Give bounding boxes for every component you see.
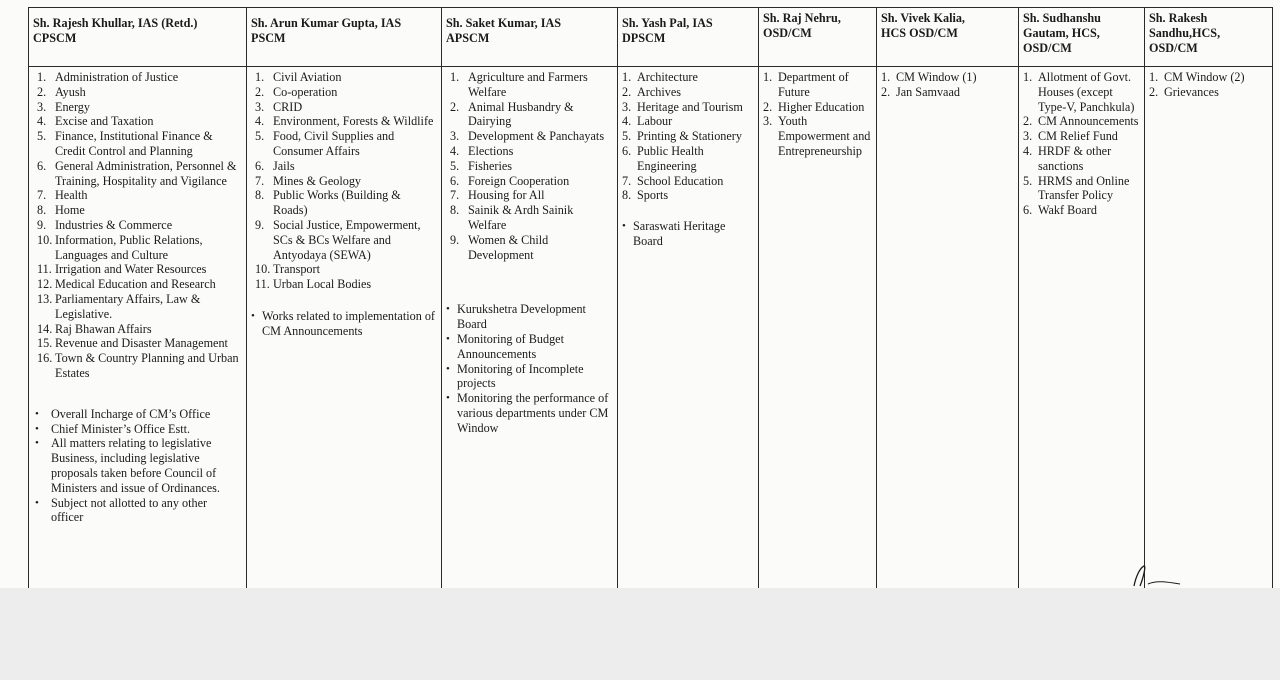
additional-duties-list (622, 219, 754, 249)
subject-number: 2. (881, 84, 891, 99)
subject-item (33, 70, 242, 85)
subject-number: 7. (255, 173, 265, 188)
subject-text: Foreign Cooperation (468, 173, 570, 188)
subject-list (446, 70, 613, 262)
subject-text: CM Window (1) (896, 70, 977, 84)
subject-item (1149, 85, 1268, 100)
subject-item (33, 203, 242, 218)
subject-number: 3. (450, 129, 460, 144)
subject-number: 9. (450, 232, 460, 247)
subject-number: 9. (37, 217, 47, 232)
subject-text: Jails (273, 158, 295, 173)
subject-number: 7. (450, 188, 460, 203)
subjects-cell (247, 67, 442, 589)
subject-item (1023, 70, 1140, 114)
officer-name: Sh. Arun Kumar Gupta, IAS (251, 16, 402, 30)
subject-item (33, 233, 242, 263)
subject-item (622, 144, 754, 174)
subject-text: Irrigation and Water Resources (55, 262, 207, 277)
subject-number: 1. (881, 70, 891, 84)
subject-item (622, 70, 754, 85)
additional-duties-list (446, 302, 613, 435)
officer-name: Sh. Raj Nehru, (763, 11, 841, 25)
subject-item (251, 129, 437, 159)
subject-list (763, 70, 872, 159)
subject-list (1149, 70, 1268, 100)
officer-designation: OSD/CM (1149, 41, 1198, 55)
subject-number: 1. (37, 70, 47, 84)
officer-header-cell (442, 8, 618, 67)
subject-item (446, 70, 613, 100)
subject-item (622, 85, 754, 100)
additional-duty-item: • Works related to implementation of CM Announcements (251, 309, 437, 339)
officer-header-cell (1019, 8, 1145, 67)
subject-text: Labour (637, 114, 673, 129)
subject-number: 3. (37, 99, 47, 114)
subject-number: 3. (622, 99, 632, 114)
subject-number: 3. (763, 114, 773, 129)
subject-item (446, 129, 613, 144)
subjects-cell (759, 67, 877, 589)
subject-item (33, 262, 242, 277)
subject-text: Co-operation (273, 84, 338, 99)
subject-item (251, 262, 437, 277)
subject-text: Youth Empowerment and Entrepreneurship (778, 114, 871, 158)
subject-item (1023, 203, 1140, 218)
officer-designation: HCS OSD/CM (881, 26, 958, 40)
subject-number: 11. (255, 277, 270, 292)
subject-text: Transport (273, 262, 320, 277)
additional-duty-item: • Kurukshetra Development Board (446, 302, 613, 332)
subject-item (33, 100, 242, 115)
additional-duty-item: • Overall Incharge of CM’s Office (33, 407, 242, 422)
subjects-cell (29, 67, 247, 589)
additional-duty-item: • Monitoring the performance of various departments under CM Window (446, 391, 613, 435)
subject-number: 7. (622, 173, 632, 188)
subject-text: Archives (637, 84, 681, 99)
subject-text: Civil Aviation (273, 70, 342, 84)
subject-item (251, 174, 437, 189)
subject-text: Allotment of Govt. Houses (except Type-V, Panchkula) (1038, 70, 1135, 114)
subject-item (763, 70, 872, 100)
subject-text: Heritage and Tourism (637, 99, 743, 114)
subject-text: Town & Country Planning and Urban Estates (55, 351, 239, 380)
subject-number: 5. (450, 158, 460, 173)
subject-number: 4. (1023, 143, 1033, 158)
subject-text: HRDF & other sanctions (1038, 143, 1112, 173)
officer-header-cell (1145, 8, 1273, 67)
officer-designation: PSCM (251, 31, 286, 45)
subject-number: 4. (37, 114, 47, 129)
subject-number: 5. (37, 129, 47, 144)
subjects-cell (1019, 67, 1145, 589)
subject-item (446, 203, 613, 233)
subject-list (881, 70, 1014, 100)
subject-list (622, 70, 754, 203)
subjects-cell (618, 67, 759, 589)
subjects-cell (877, 67, 1019, 589)
subject-item (33, 322, 242, 337)
subject-number: 16. (37, 351, 53, 366)
subject-number: 8. (255, 188, 265, 203)
subject-text: Excise and Taxation (55, 114, 154, 129)
subject-text: Jan Samvaad (896, 84, 960, 99)
subject-item (1023, 144, 1140, 174)
subject-item (33, 129, 242, 159)
subject-number: 6. (622, 143, 632, 158)
subject-number: 12. (37, 277, 53, 292)
subject-item (33, 114, 242, 129)
officer-header-cell (877, 8, 1019, 67)
subject-item (251, 277, 437, 292)
subject-number: 8. (37, 203, 47, 218)
subject-item (33, 351, 242, 381)
subject-item (446, 174, 613, 189)
additional-duties-list (251, 309, 437, 339)
subject-item (446, 188, 613, 203)
subject-item (33, 218, 242, 233)
subject-number: 1. (763, 70, 773, 84)
subject-text: Urban Local Bodies (273, 277, 372, 292)
subject-number: 4. (450, 143, 460, 158)
subject-item (622, 129, 754, 144)
subject-number: 6. (1023, 203, 1033, 218)
subject-number: 2. (37, 84, 47, 99)
subject-text: Printing & Stationery (637, 129, 742, 144)
additional-duty-item: • Monitoring of Budget Announcements (446, 332, 613, 362)
subject-text: Food, Civil Supplies and Consumer Affairs (273, 129, 395, 158)
subject-number: 6. (37, 158, 47, 173)
subject-text: Fisheries (468, 158, 513, 173)
subject-number: 5. (1023, 173, 1033, 188)
subject-number: 3. (1023, 129, 1033, 144)
subject-item (1023, 114, 1140, 129)
subject-item (446, 159, 613, 174)
subject-item (33, 85, 242, 100)
additional-duty-item: • Subject not allotted to any other officer (33, 496, 242, 526)
subject-text: Architecture (637, 70, 698, 84)
subject-text: Public Works (Building & Roads) (273, 188, 401, 218)
subject-text: HRMS and Online Transfer Policy (1038, 173, 1130, 203)
officer-header-cell (29, 8, 247, 67)
subject-number: 1. (1023, 70, 1033, 84)
subject-text: General Administration, Personnel & Training, Hospitality and Vigilance (55, 158, 237, 188)
subject-text: Elections (468, 143, 514, 158)
subject-number: 3. (255, 99, 265, 114)
additional-duty-item: • All matters relating to legislative Business, including legislative proposals taken before Council of Ministers and issue of Ordinances. (33, 436, 242, 495)
subject-text: Raj Bhawan Affairs (55, 321, 152, 336)
subject-item (251, 70, 437, 85)
subject-text: Sainik & Ardh Sainik Welfare (468, 203, 574, 232)
subject-number: 1. (255, 70, 265, 84)
officer-name: Sh. Saket Kumar, IAS (446, 16, 562, 30)
subject-number: 10. (255, 262, 271, 277)
subject-text: Environment, Forests & Wildlife (273, 114, 434, 129)
subject-item (622, 114, 754, 129)
officer-name: Sh. Sudhanshu Gautam, HCS, (1023, 11, 1101, 40)
subject-number: 2. (1149, 84, 1159, 99)
subject-item (33, 188, 242, 203)
subject-number: 11. (37, 262, 52, 277)
subject-number: 2. (1023, 114, 1033, 129)
subject-item (33, 159, 242, 189)
subject-number: 4. (255, 114, 265, 129)
subject-text: Department of Future (778, 70, 849, 99)
subject-item (251, 188, 437, 218)
subject-item (251, 85, 437, 100)
subject-number: 2. (763, 99, 773, 114)
subject-text: Women & Child Development (468, 232, 549, 262)
subject-number: 1. (1149, 70, 1159, 84)
subject-number: 5. (622, 129, 632, 144)
subject-item (33, 336, 242, 351)
subject-item (763, 100, 872, 115)
subject-number: 8. (622, 188, 632, 203)
subject-item (622, 188, 754, 203)
subject-list (251, 70, 437, 292)
officer-header-cell (247, 8, 442, 67)
subject-number: 5. (255, 129, 265, 144)
subject-text: Social Justice, Empowerment, SCs & BCs Welfare and Antyodaya (SEWA) (273, 217, 421, 262)
officer-header-cell (618, 8, 759, 67)
subject-item (622, 174, 754, 189)
subject-item (881, 70, 1014, 85)
subject-text: Ayush (55, 84, 86, 99)
subject-item (1149, 70, 1268, 85)
subject-number: 1. (450, 70, 460, 84)
subject-number: 2. (622, 84, 632, 99)
subject-item (251, 100, 437, 115)
subject-text: CM Relief Fund (1038, 129, 1118, 144)
subject-item (1023, 174, 1140, 204)
subject-item (251, 159, 437, 174)
subject-number: 6. (255, 158, 265, 173)
subject-list (1023, 70, 1140, 218)
subject-number: 8. (450, 203, 460, 218)
subject-text: Public Health Engineering (637, 143, 704, 173)
subject-text: Grievances (1164, 84, 1219, 99)
additional-duties-list (33, 407, 242, 525)
subject-list (33, 70, 242, 381)
subject-item (446, 100, 613, 130)
subject-text: Industries & Commerce (55, 217, 173, 232)
officer-designation: OSD/CM (763, 26, 812, 40)
subject-number: 2. (450, 99, 460, 114)
subject-text: Development & Panchayats (468, 129, 605, 144)
subject-item (622, 100, 754, 115)
additional-duty-item: • Chief Minister’s Office Estt. (33, 422, 242, 437)
subject-text: Wakf Board (1038, 203, 1097, 218)
subject-text: Higher Education (778, 99, 865, 114)
officer-designation: DPSCM (622, 31, 666, 45)
subject-text: CM Announcements (1038, 114, 1139, 129)
signature-mark (1122, 560, 1222, 588)
officer-name: Sh. Rakesh Sandhu,HCS, (1149, 11, 1221, 40)
subject-text: Information, Public Relations, Languages and Culture (55, 232, 203, 262)
subject-text: Housing for All (468, 188, 545, 203)
subject-item (446, 144, 613, 159)
subject-item (446, 233, 613, 263)
subject-text: Agriculture and Farmers Welfare (468, 70, 588, 99)
subjects-row (29, 67, 1273, 589)
subject-text: Revenue and Disaster Management (55, 336, 228, 351)
subject-item (33, 277, 242, 292)
officer-designation: APSCM (446, 31, 490, 45)
subject-number: 2. (255, 84, 265, 99)
subject-item (251, 218, 437, 262)
subject-item (33, 292, 242, 322)
additional-duty-item: • Saraswati Heritage Board (622, 219, 754, 249)
subject-number: 10. (37, 232, 53, 247)
subject-text: Finance, Institutional Finance & Credit Control and Planning (55, 129, 213, 158)
subject-number: 7. (37, 188, 47, 203)
subjects-cell (442, 67, 618, 589)
officer-name: Sh. Yash Pal, IAS (622, 16, 713, 30)
subject-text: Administration of Justice (55, 70, 179, 84)
officer-header-row (29, 8, 1273, 67)
subject-item (881, 85, 1014, 100)
officer-header-cell (759, 8, 877, 67)
subject-number: 6. (450, 173, 460, 188)
subject-item (1023, 129, 1140, 144)
subject-number: 15. (37, 336, 53, 351)
subject-number: 13. (37, 291, 53, 306)
allocation-table (28, 7, 1273, 588)
subject-text: Home (55, 203, 85, 218)
officer-name: Sh. Vivek Kalia, (881, 11, 965, 25)
subject-text: Parliamentary Affairs, Law & Legislative. (55, 291, 201, 321)
additional-duty-item: • Monitoring of Incomplete projects (446, 362, 613, 392)
subject-item (251, 114, 437, 129)
officer-designation: CPSCM (33, 31, 77, 45)
subject-number: 9. (255, 217, 265, 232)
subject-text: CM Window (2) (1164, 70, 1245, 84)
subject-number: 14. (37, 321, 53, 336)
subject-text: Health (55, 188, 88, 203)
subject-text: Animal Husbandry & Dairying (468, 99, 574, 129)
subject-text: School Education (637, 173, 724, 188)
subjects-cell (1145, 67, 1273, 589)
subject-text: Energy (55, 99, 90, 114)
subject-text: CRID (273, 99, 303, 114)
officer-name: Sh. Rajesh Khullar, IAS (Retd.) (33, 16, 198, 30)
subject-text: Sports (637, 188, 669, 203)
subject-text: Medical Education and Research (55, 277, 216, 292)
subject-text: Mines & Geology (273, 173, 362, 188)
subject-number: 1. (622, 70, 632, 84)
subject-number: 4. (622, 114, 632, 129)
officer-designation: OSD/CM (1023, 41, 1072, 55)
subject-item (763, 114, 872, 158)
